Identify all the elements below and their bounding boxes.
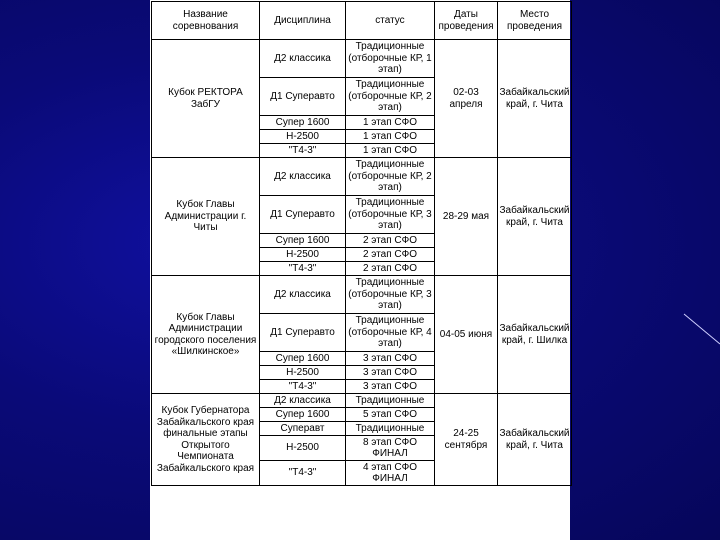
status-cell: 2 этап СФО xyxy=(346,248,435,262)
status-cell: Традиционные (отборочные КР, 1 этап) xyxy=(346,40,435,78)
event-place: Забайкальский край, г. Шилка xyxy=(498,276,572,394)
discipline-cell: Д2 классика xyxy=(260,158,346,196)
discipline-cell: Н-2500 xyxy=(260,248,346,262)
discipline-cell: Супер 1600 xyxy=(260,352,346,366)
header-cell: Название соревнования xyxy=(152,2,260,40)
status-cell: 3 этап СФО xyxy=(346,380,435,394)
discipline-cell: Суперавт xyxy=(260,422,346,436)
status-cell: Традиционные xyxy=(346,422,435,436)
status-cell: 1 этап СФО xyxy=(346,130,435,144)
header-cell: Дисциплина xyxy=(260,2,346,40)
status-cell: 3 этап СФО xyxy=(346,352,435,366)
status-cell: Традиционные (отборочные КР, 3 этап) xyxy=(346,196,435,234)
event-name: Кубок РЕКТОРА ЗабГУ xyxy=(152,40,260,158)
discipline-cell: "Т4-3" xyxy=(260,144,346,158)
event-place: Забайкальский край, г. Чита xyxy=(498,158,572,276)
event-place: Забайкальский край, г. Чита xyxy=(498,394,572,486)
table-header-row xyxy=(152,2,572,40)
event-dates: 28-29 мая xyxy=(435,158,498,276)
event-name: Кубок Главы Администрации городского поселения «Шилкинское» xyxy=(152,276,260,394)
table-row xyxy=(152,158,572,196)
competition-schedule-table xyxy=(151,1,572,486)
event-dates: 02-03 апреля xyxy=(435,40,498,158)
status-cell: 3 этап СФО xyxy=(346,366,435,380)
decorative-line xyxy=(680,300,720,360)
table-row xyxy=(152,40,572,78)
table-row xyxy=(152,276,572,314)
discipline-cell: Н-2500 xyxy=(260,436,346,461)
discipline-cell: "Т4-3" xyxy=(260,461,346,486)
discipline-cell: Н-2500 xyxy=(260,130,346,144)
discipline-cell: "Т4-3" xyxy=(260,262,346,276)
table-row xyxy=(152,394,572,408)
status-cell: 8 этап СФО ФИНАЛ xyxy=(346,436,435,461)
discipline-cell: Д1 Суперавто xyxy=(260,78,346,116)
status-cell: 1 этап СФО xyxy=(346,116,435,130)
discipline-cell: Супер 1600 xyxy=(260,234,346,248)
discipline-cell: Д1 Суперавто xyxy=(260,196,346,234)
status-cell: 1 этап СФО xyxy=(346,144,435,158)
status-cell: 2 этап СФО xyxy=(346,234,435,248)
status-cell: Традиционные (отборочные КР, 2 этап) xyxy=(346,158,435,196)
discipline-cell: "Т4-3" xyxy=(260,380,346,394)
event-place: Забайкальский край, г. Чита xyxy=(498,40,572,158)
event-dates: 04-05 июня xyxy=(435,276,498,394)
status-cell: 5 этап СФО xyxy=(346,408,435,422)
event-dates: 24-25 сентября xyxy=(435,394,498,486)
status-cell: Традиционные (отборочные КР, 2 этап) xyxy=(346,78,435,116)
discipline-cell: Д2 классика xyxy=(260,276,346,314)
discipline-cell: Д1 Суперавто xyxy=(260,314,346,352)
event-name: Кубок Главы Администрации г. Читы xyxy=(152,158,260,276)
header-cell: Даты проведения xyxy=(435,2,498,40)
status-cell: Традиционные xyxy=(346,394,435,408)
discipline-cell: Д2 классика xyxy=(260,40,346,78)
event-name: Кубок Губернатора Забайкальского края финальные этапы Открытого Чемпионата Забайкальского края xyxy=(152,394,260,486)
discipline-cell: Супер 1600 xyxy=(260,408,346,422)
discipline-cell: Н-2500 xyxy=(260,366,346,380)
discipline-cell: Супер 1600 xyxy=(260,116,346,130)
status-cell: Традиционные (отборочные КР, 4 этап) xyxy=(346,314,435,352)
discipline-cell: Д2 классика xyxy=(260,394,346,408)
status-cell: Традиционные (отборочные КР, 3 этап) xyxy=(346,276,435,314)
status-cell: 4 этап СФО ФИНАЛ xyxy=(346,461,435,486)
header-cell: Место проведения xyxy=(498,2,572,40)
status-cell: 2 этап СФО xyxy=(346,262,435,276)
header-cell: статус xyxy=(346,2,435,40)
